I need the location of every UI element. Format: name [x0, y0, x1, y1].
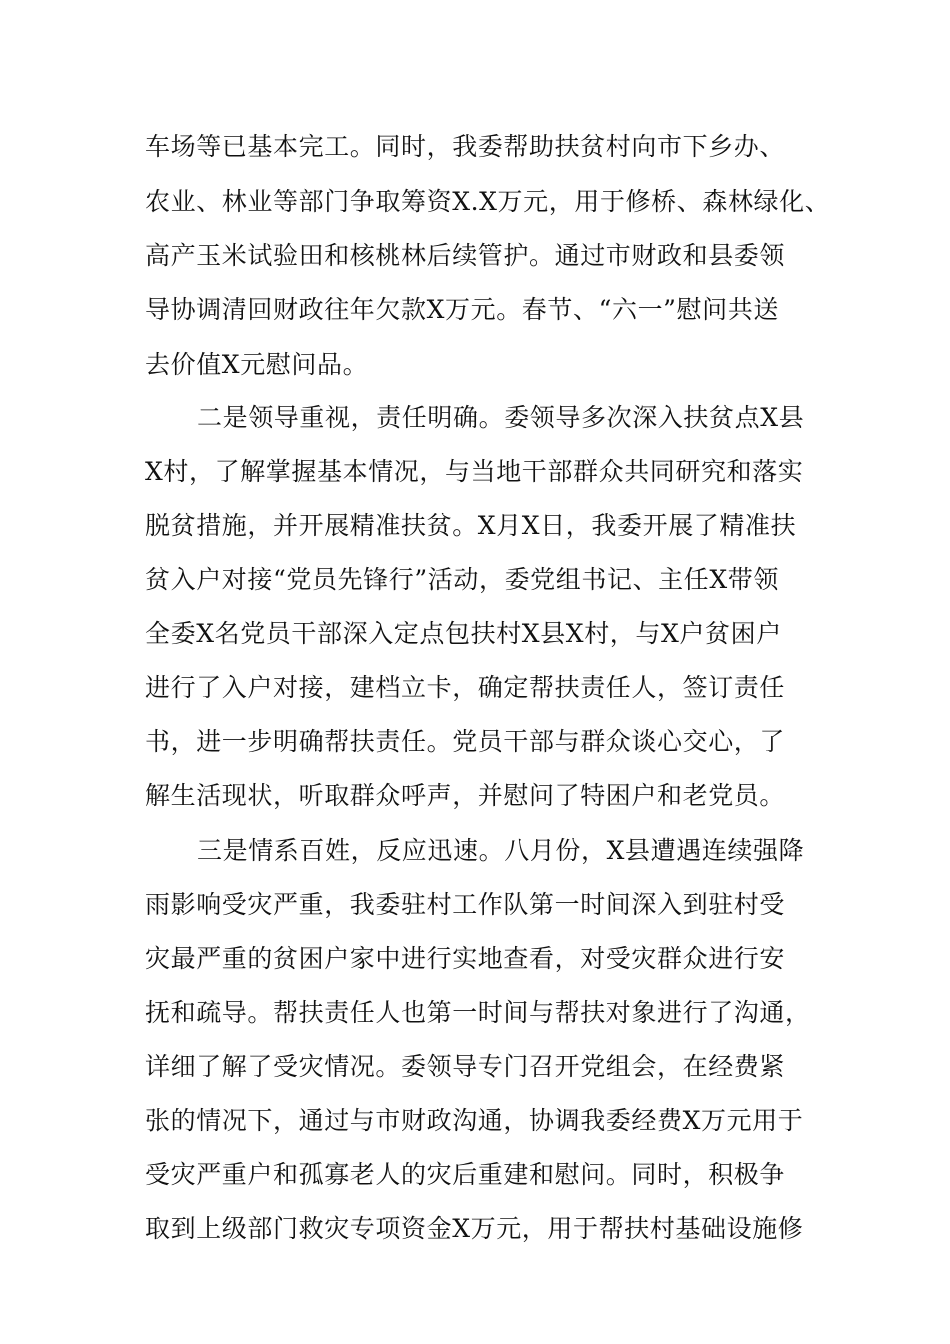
text-line: 全委X名党员干部深入定点包扶村X县X村，与X户贫困户	[145, 619, 782, 648]
text-line: 解生活现状，听取群众呼声，并慰问了特困户和老党员。	[145, 781, 786, 810]
text-line: 三是情系百姓，反应迅速。八月份，X县遭遇连续强降	[197, 836, 805, 865]
text-line: 进行了入户对接，建档立卡，确定帮扶责任人，签订责任	[145, 673, 786, 702]
text-line: 书，进一步明确帮扶责任。党员干部与群众谈心交心，了	[145, 727, 786, 756]
text-line: 雨影响受灾严重，我委驻村工作队第一时间深入到驻村受	[145, 890, 786, 919]
text-line: 车场等已基本完工。同时，我委帮助扶贫村向市下乡办、	[145, 132, 786, 161]
text-line: 脱贫措施，并开展精准扶贫。X月X日，我委开展了精准扶	[145, 511, 797, 540]
text-line: 受灾严重户和孤寡老人的灾后重建和慰问。同时，积极争	[145, 1160, 786, 1189]
text-line: 取到上级部门救灾专项资金X万元，用于帮扶村基础设施修	[145, 1214, 804, 1243]
text-line: 二是领导重视，责任明确。委领导多次深入扶贫点X县	[197, 403, 805, 432]
text-line: 抚和疏导。帮扶责任人也第一时间与帮扶对象进行了沟通，	[145, 998, 811, 1027]
text-line: 张的情况下，通过与市财政沟通，协调我委经费X万元用于	[145, 1106, 804, 1135]
text-line: 贫入户对接“党员先锋行”活动，委党组书记、主任X带领	[145, 565, 779, 594]
text-line: 导协调清回财政往年欠款X万元。春节、“六一”慰问共送	[145, 295, 779, 324]
text-line: 去价值X元慰问品。	[145, 350, 369, 379]
text-line: 高产玉米试验田和核桃林后续管护。通过市财政和县委领	[145, 241, 786, 270]
text-line: 灾最严重的贫困户家中进行实地查看，对受灾群众进行安	[145, 944, 786, 973]
text-line: 详细了解了受灾情况。委领导专门召开党组会，在经费紧	[145, 1052, 786, 1081]
text-line: 农业、林业等部门争取筹资X.X万元，用于修桥、森林绿化、	[145, 187, 831, 216]
text-line: X村，了解掌握基本情况，与当地干部群众共同研究和落实	[145, 457, 804, 486]
